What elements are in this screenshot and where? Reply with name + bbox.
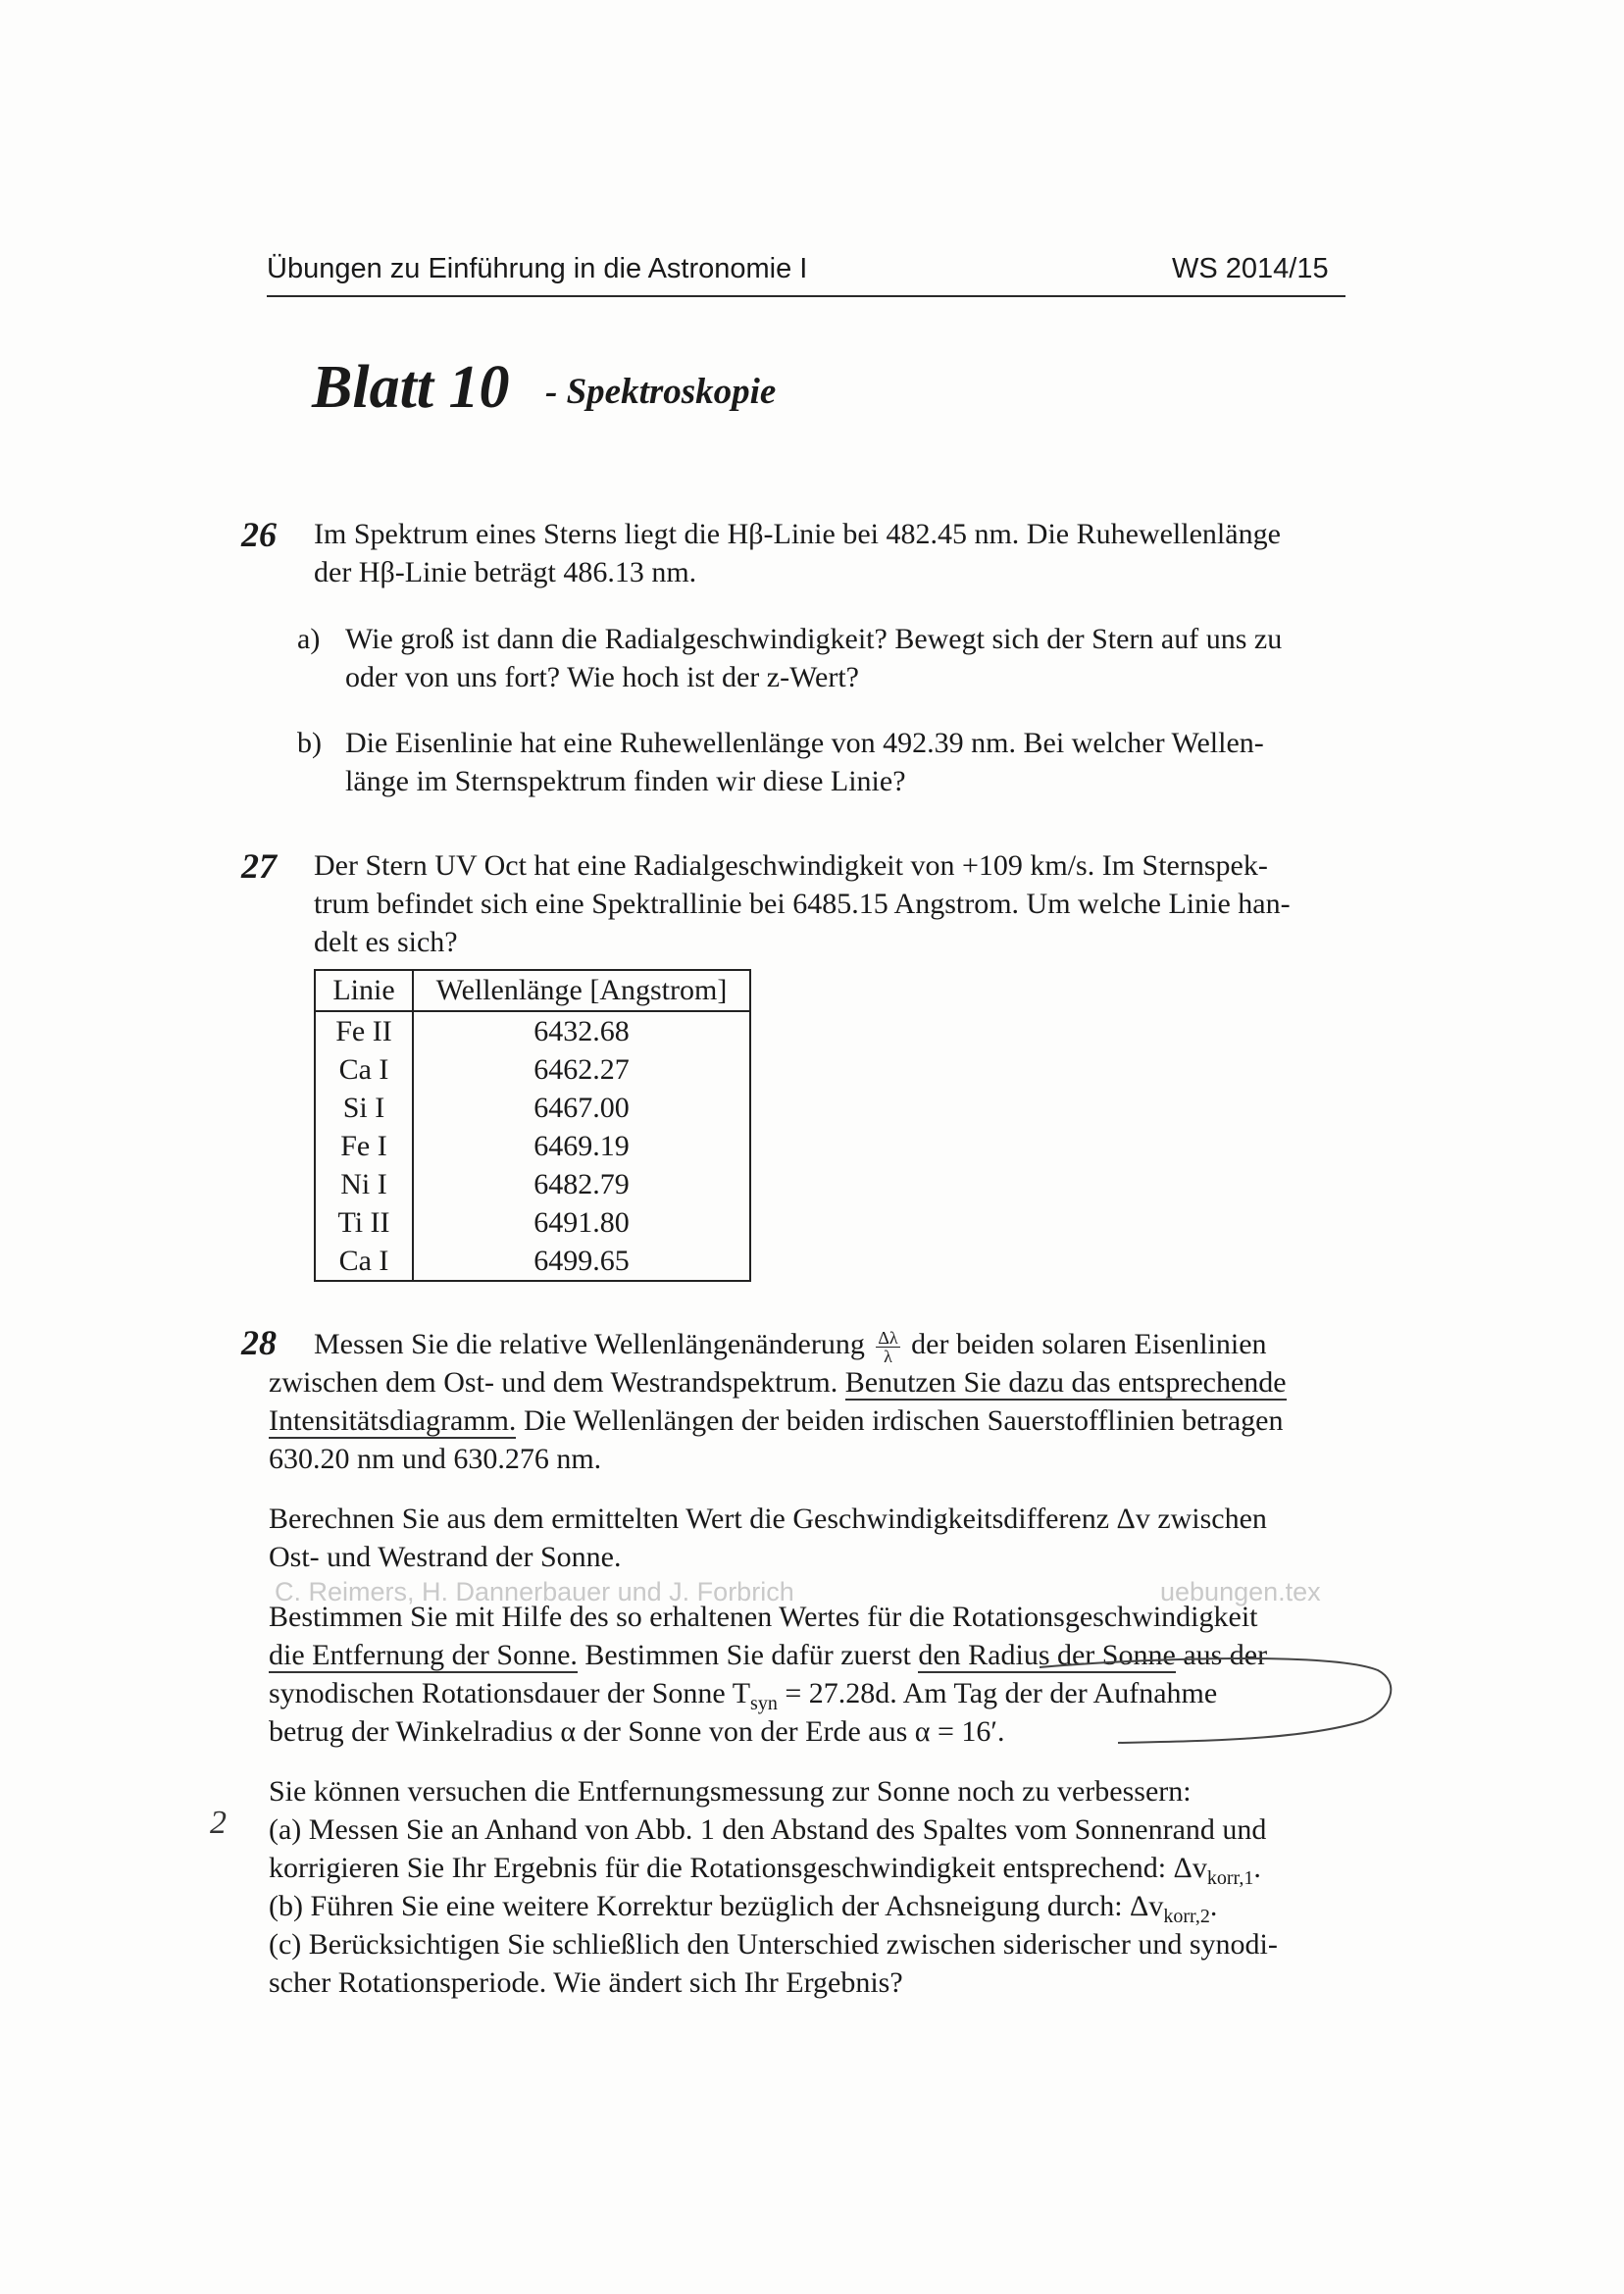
p3-line2-underlined-b: den Radius der Sonne — [918, 1639, 1176, 1671]
line-wavelength: 6469.19 — [413, 1127, 750, 1165]
problem-26-text-line1: Im Spektrum eines Sterns liegt die Hβ-Linie bei 482.45 nm. Die Ruhewellenlänge — [314, 518, 1281, 550]
p1-line2-underlined: Benutzen Sie dazu das entsprechende — [844, 1366, 1287, 1399]
p3-line3-end: = 27.28d. Am Tag der der Aufnahme — [785, 1677, 1218, 1709]
t-syn-subscript: syn — [750, 1693, 778, 1714]
semester: WS 2014/15 — [1172, 253, 1329, 284]
sheet-title: Blatt 10 — [312, 354, 510, 421]
p1-line2-start: zwischen dem Ost- und dem Westrandspektrum. — [269, 1366, 838, 1399]
line-name: Ca I — [338, 1052, 389, 1086]
problem-28-p2-line1: Berechnen Sie aus dem ermittelten Wert die Geschwindigkeitsdifferenz Δv zwischen — [269, 1503, 1267, 1535]
table-row — [315, 1011, 750, 1050]
table-row — [315, 1127, 750, 1165]
problem-27-number: 27 — [241, 846, 277, 886]
problem-28-p2-line2: Ost- und Westrand der Sonne. — [269, 1541, 622, 1573]
problem-28-p4-line3 — [269, 1852, 1261, 1890]
table-row — [315, 1089, 750, 1127]
problem-28-p3-line4: betrug der Winkelradius α der Sonne von der Erde aus α = 16′. — [269, 1715, 1005, 1748]
column-header-wavelength: Wellenlänge [Angstrom] — [413, 970, 750, 1011]
p4-line4-end: . — [1209, 1890, 1218, 1922]
line-wavelength: 6491.80 — [413, 1203, 750, 1242]
table-header-row — [315, 970, 750, 1011]
line-wavelength: 6482.79 — [413, 1165, 750, 1203]
problem-26b-label: b) — [297, 727, 322, 759]
problem-26-text-line2: der Hβ-Linie beträgt 486.13 nm. — [314, 556, 697, 588]
course-title: Übungen zu Einführung in die Astronomie I — [267, 253, 808, 284]
p4-line3-start: korrigieren Sie Ihr Ergebnis für die Rotationsgeschwindigkeit entsprechend: Δv — [269, 1852, 1207, 1884]
problem-28-p4-line5: (c) Berücksichtigen Sie schließlich den Unterschied zwischen siderischer und synodi- — [269, 1928, 1278, 1961]
line-name: Ti II — [337, 1205, 390, 1239]
line-wavelength: 6432.68 — [413, 1011, 750, 1050]
table-row — [315, 1203, 750, 1242]
handwritten-bracket-icon — [1040, 1623, 1412, 1760]
line-name: Si I — [342, 1091, 385, 1124]
p3-line2-underlined-a: die Entfernung der Sonne. — [269, 1639, 578, 1671]
problem-28-p4-line1: Sie können versuchen die Entfernungsmessung zur Sonne noch zu verbessern: — [269, 1775, 1192, 1808]
table-row — [315, 1050, 750, 1089]
header-rule — [267, 295, 1345, 297]
problem-28-p1-line4: 630.20 nm und 630.276 nm. — [269, 1443, 602, 1475]
line-name: Ni I — [340, 1167, 387, 1200]
problem-28-p1-line3 — [269, 1404, 1283, 1438]
table-row — [315, 1242, 750, 1281]
problem-28-p1-line1 — [314, 1328, 1267, 1365]
v-korr2-subscript: korr,2 — [1163, 1906, 1210, 1927]
line-name: Ca I — [338, 1244, 389, 1277]
line-name: Fe II — [335, 1014, 392, 1047]
footer-filename: uebungen.tex — [1160, 1577, 1321, 1606]
problem-27-line2: trum befindet sich eine Spektrallinie bei 6485.15 Angstrom. Um welche Linie han- — [314, 888, 1291, 920]
p3-line2-mid: Bestimmen Sie dafür zuerst — [584, 1639, 911, 1671]
problem-26a-line1: Wie groß ist dann die Radialgeschwindigkeit? Bewegt sich der Stern auf uns zu — [345, 623, 1283, 655]
p1-line1-start: Messen Sie die relative Wellenlängenänderung — [314, 1328, 865, 1360]
problem-26b-line2: länge im Sternspektrum finden wir diese Linie? — [345, 765, 906, 797]
problem-28-p4-line2: (a) Messen Sie an Anhand von Abb. 1 den Abstand des Spaltes vom Sonnenrand und — [269, 1813, 1267, 1846]
handwritten-mark: 2 — [210, 1805, 227, 1841]
p3-line3-start: synodischen Rotationsdauer der Sonne T — [269, 1677, 751, 1709]
problem-26a-label: a) — [297, 623, 321, 655]
p4-line4-start: (b) Führen Sie eine weitere Korrektur bezüglich der Achsneigung durch: Δv — [269, 1890, 1164, 1922]
p1-line1-end: der beiden solaren Eisenlinien — [911, 1328, 1267, 1360]
v-korr1-subscript: korr,1 — [1206, 1867, 1254, 1889]
problem-27-line1: Der Stern UV Oct hat eine Radialgeschwindigkeit von +109 km/s. Im Sternspek- — [314, 849, 1268, 882]
p3-line2-end: aus der — [1183, 1639, 1268, 1671]
p1-line3-end: Die Wellenlängen der beiden irdischen Sauerstofflinien betragen — [523, 1404, 1284, 1437]
problem-28-p4-line4 — [269, 1890, 1217, 1928]
column-header-line: Linie — [315, 970, 413, 1011]
line-wavelength: 6462.27 — [413, 1050, 750, 1089]
delta-lambda-fraction — [876, 1329, 899, 1365]
spectral-lines-table — [314, 969, 751, 1282]
p1-line3-underlined: Intensitätsdiagramm. — [269, 1404, 517, 1437]
problem-27-line3: delt es sich? — [314, 926, 458, 958]
fraction-numerator: Δλ — [878, 1327, 898, 1348]
line-name: Fe I — [340, 1129, 387, 1162]
problem-28-p1-line2 — [269, 1366, 1287, 1400]
table-row — [315, 1165, 750, 1203]
line-wavelength: 6499.65 — [413, 1242, 750, 1281]
problem-26b-line1: Die Eisenlinie hat eine Ruhewellenlänge von 492.39 nm. Bei welcher Wellen- — [345, 727, 1264, 759]
problem-28-p3-line1: Bestimmen Sie mit Hilfe des so erhaltenen Wertes für die Rotationsgeschwindigkeit — [269, 1601, 1258, 1633]
footer-authors: C. Reimers, H. Dannerbauer und J. Forbrich — [275, 1577, 794, 1606]
problem-26a-line2: oder von uns fort? Wie hoch ist der z-Wert? — [345, 661, 859, 693]
problem-28-number: 28 — [241, 1323, 277, 1362]
fraction-denominator: λ — [884, 1346, 892, 1366]
problem-26-number: 26 — [241, 515, 277, 554]
line-wavelength: 6467.00 — [413, 1089, 750, 1127]
p4-line3-end: . — [1253, 1852, 1261, 1884]
sheet-subtitle: - Spektroskopie — [545, 372, 777, 412]
problem-28-p4-line6: scher Rotationsperiode. Wie ändert sich Ihr Ergebnis? — [269, 1966, 903, 1999]
